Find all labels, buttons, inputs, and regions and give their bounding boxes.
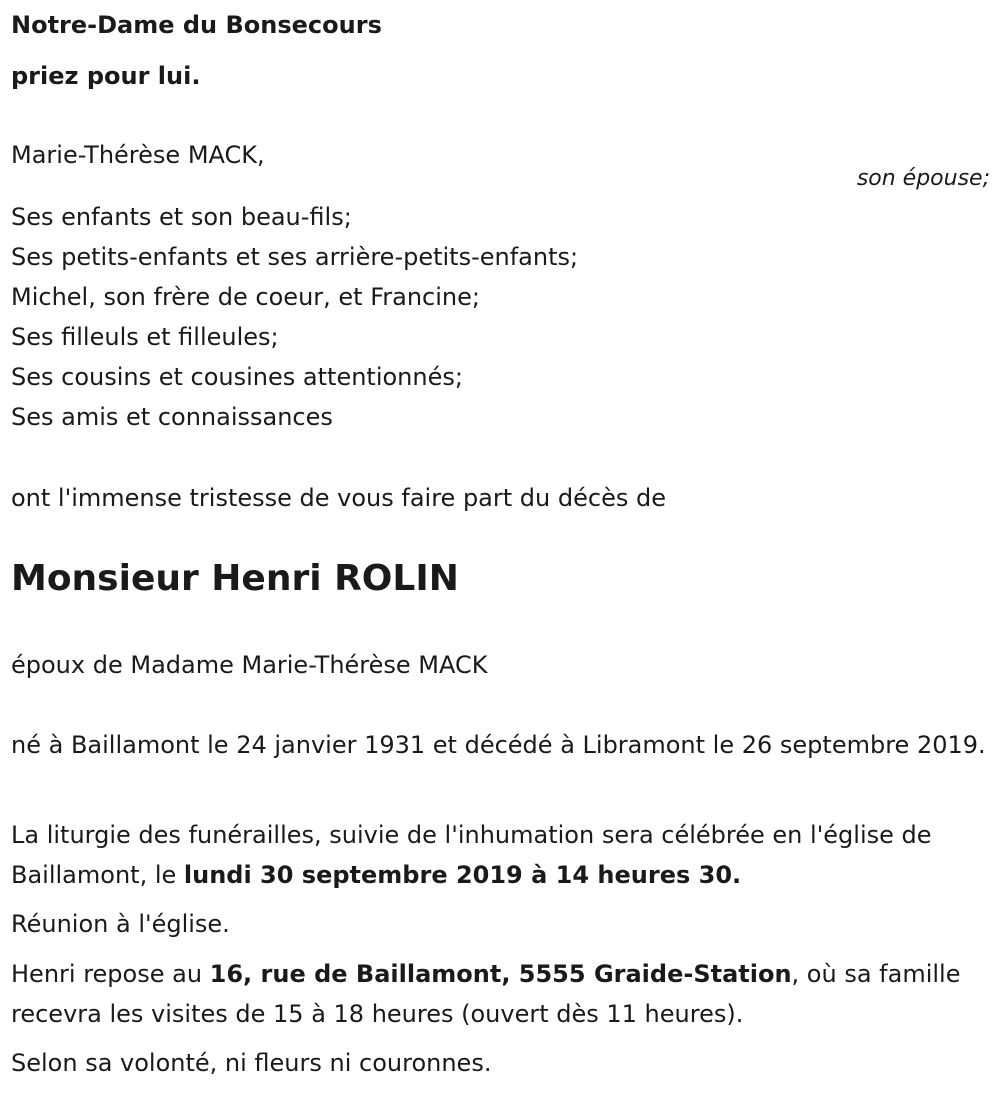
family-item: Ses enfants et son beau-fils; <box>11 203 352 231</box>
repose-rest: , où sa famille recevra les visites de 15 à 18 heures (ouvert dès 11 heures). <box>11 960 961 1028</box>
repose-info <box>11 954 991 1034</box>
funeral-intro: La liturgie des funérailles, suivie de l'inhumation sera célébrée en l'église de Baillamont, le <box>11 821 932 889</box>
funeral-datetime: lundi 30 septembre 2019 à 14 heures 30. <box>183 861 742 889</box>
family-item: Ses amis et connaissances <box>11 403 333 431</box>
funeral-info <box>11 815 991 895</box>
wish: Selon sa volonté, ni fleurs ni couronnes. <box>11 1049 492 1077</box>
family-item: Ses petits-enfants et ses arrière-petits-enfants; <box>11 243 579 271</box>
deceased-name: Monsieur Henri ROLIN <box>11 558 459 599</box>
spouse-name: Marie-Thérèse MACK, <box>11 141 265 169</box>
invocation-line-2: priez pour lui. <box>11 62 201 90</box>
spouse-role: son épouse; <box>856 166 990 191</box>
repose-intro: Henri repose au <box>11 960 210 988</box>
family-item: Michel, son frère de coeur, et Francine; <box>11 283 480 311</box>
meeting-info: Réunion à l'église. <box>11 910 230 938</box>
announcement: ont l'immense tristesse de vous faire part du décès de <box>11 484 666 512</box>
invocation-line-1: Notre-Dame du Bonsecours <box>11 11 382 39</box>
birth-death-info: né à Baillamont le 24 janvier 1931 et décédé à Libramont le 26 septembre 2019. <box>11 731 986 759</box>
repose-address: 16, rue de Baillamont, 5555 Graide-Station <box>209 960 792 988</box>
family-item: Ses filleuls et filleules; <box>11 323 279 351</box>
deceased-spouse-of: époux de Madame Marie-Thérèse MACK <box>11 651 488 679</box>
family-item: Ses cousins et cousines attentionnés; <box>11 363 463 391</box>
family-list <box>11 197 578 437</box>
